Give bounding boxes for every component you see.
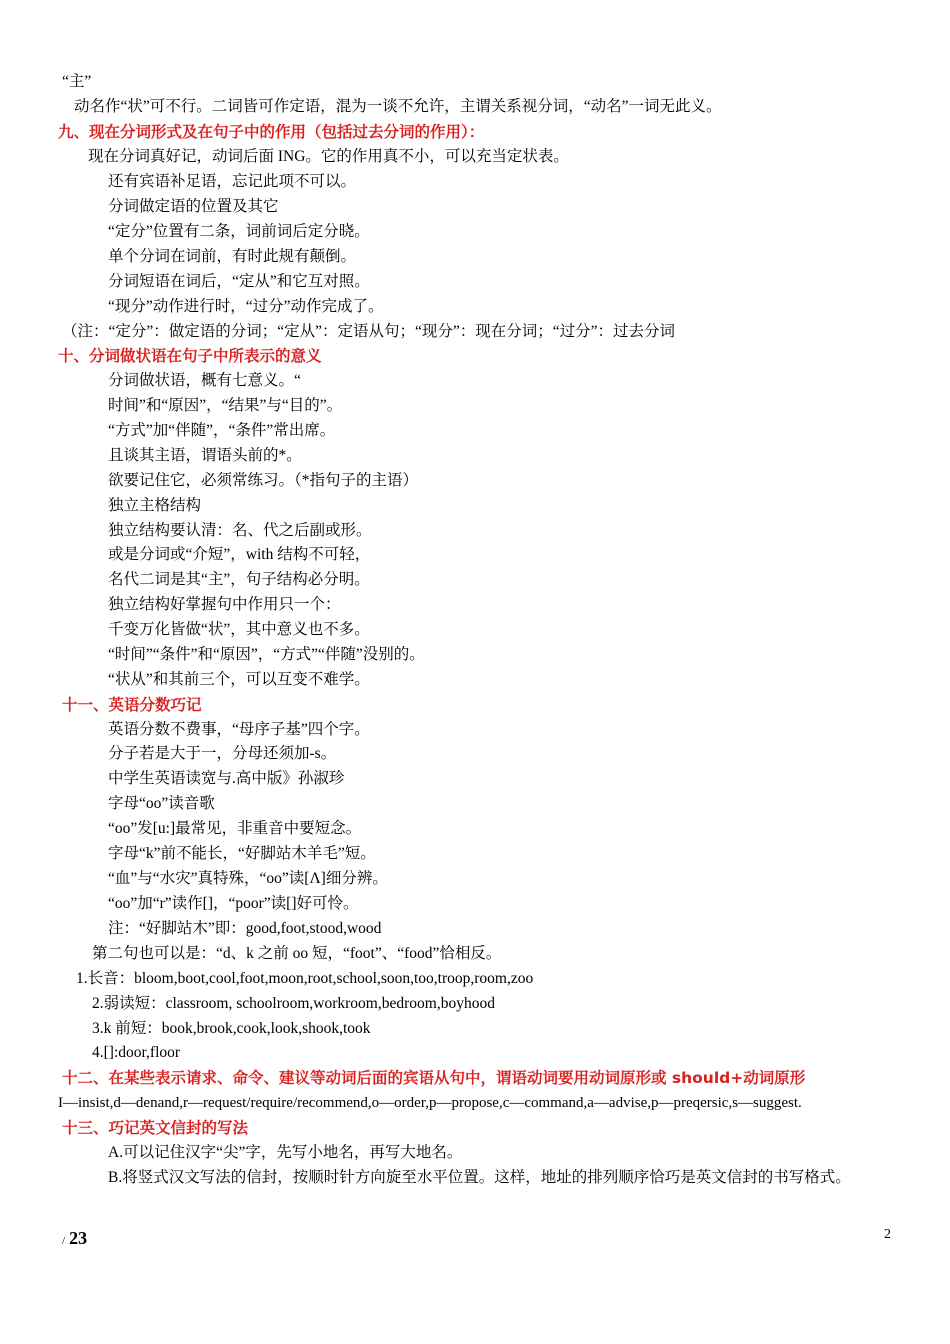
text-line: 时间”和“原因”，“结果”与“目的”。 bbox=[108, 397, 343, 414]
section-heading: 十三、巧记英文信封的写法 bbox=[62, 1119, 249, 1137]
text-line: “血”与“水灾”真特殊，“oo”读[Λ]细分辨。 bbox=[108, 870, 388, 887]
page-number: 2 bbox=[884, 1227, 891, 1242]
text-line: 千变万化皆做“状”，其中意义也不多。 bbox=[108, 621, 370, 638]
total-pages: 23 bbox=[69, 1228, 88, 1248]
text-line: I—insist,d—denand,r—request/require/recommend,o—order,p—propose,c—command,a—advise,p—preqersic,s—suggest. bbox=[58, 1095, 802, 1111]
text-line: “状从”和其前三个，可以互变不难学。 bbox=[108, 671, 370, 688]
text-line: 分词做状语，概有七意义。“ bbox=[108, 372, 301, 389]
text-line: 名代二词是其“主”，句子结构必分明。 bbox=[108, 571, 370, 588]
text-line: 4.[]:door,floor bbox=[92, 1044, 181, 1061]
text-line: “主” bbox=[62, 73, 92, 90]
page-total-footer bbox=[62, 1228, 87, 1249]
text-line: B.将竖式汉文写法的信封，按顺时针方向旋至水平位置。这样，地址的排列顺序恰巧是英文信封的书写格式。 bbox=[108, 1169, 851, 1186]
text-line: 1.长音：bloom,boot,cool,foot,moon,root,school,soon,too,troop,room,zoo bbox=[76, 970, 534, 987]
section-heading: 十一、英语分数巧记 bbox=[62, 696, 202, 714]
text-line: 中学生英语读宽与.高中版》孙淑珍 bbox=[108, 770, 345, 787]
text-line: 字母“oo”读音歌 bbox=[108, 795, 215, 812]
text-line: 独立主格结构 bbox=[108, 497, 202, 514]
text-line: 分词短语在词后，“定从”和它互对照。 bbox=[108, 273, 370, 290]
text-line: “oo”发[u:]最常见，非重音中要短念。 bbox=[108, 820, 362, 837]
text-line: 或是分词或“介短”，with 结构不可轻， bbox=[108, 546, 371, 563]
text-line: 2.弱读短：classroom, schoolroom,workroom,bedroom,boyhood bbox=[92, 995, 495, 1012]
text-line: “定分”位置有二条，词前词后定分晓。 bbox=[108, 223, 370, 240]
text-line: 第二句也可以是：“d、k 之前 oo 短，“foot”、“food”恰相反。 bbox=[92, 945, 502, 962]
section-heading: 十、分词做状语在句子中所表示的意义 bbox=[58, 347, 322, 365]
text-line: 注：“好脚站木”即：good,foot,stood,wood bbox=[108, 920, 382, 937]
text-line: 3.k 前短：book,brook,cook,look,shook,took bbox=[92, 1020, 371, 1037]
text-line: “时间”“条件”和“原因”，“方式”“伴随”没别的。 bbox=[108, 646, 425, 663]
text-line: A.可以记住汉字“尖”字，先写小地名，再写大地名。 bbox=[108, 1144, 463, 1161]
text-line: 分词做定语的位置及其它 bbox=[108, 198, 279, 215]
text-line: 独立结构好掌握句中作用只一个： bbox=[108, 596, 341, 613]
text-line: 还有宾语补足语，忘记此项不可以。 bbox=[108, 173, 357, 190]
text-line: “oo”加“r”读作[]，“poor”读[]好可怜。 bbox=[108, 895, 359, 912]
text-line: 欲要记住它，必须常练习。（*指句子的主语） bbox=[108, 472, 419, 489]
text-line: 字母“k”前不能长，“好脚站木羊毛”短。 bbox=[108, 845, 376, 862]
text-line: “现分”动作进行时，“过分”动作完成了。 bbox=[108, 298, 384, 315]
text-line: “方式”加“伴随”，“条件”常出席。 bbox=[108, 422, 336, 439]
text-line: 动名作“状”可不行。二词皆可作定语，混为一谈不允许，主谓关系视分词，“动名”一词无此义。 bbox=[74, 98, 722, 115]
footer-slash: / bbox=[62, 1235, 66, 1247]
text-line: 现在分词真好记，动词后面 ING。它的作用真不小，可以充当定状表。 bbox=[88, 148, 569, 165]
section-heading: 九、现在分词形式及在句子中的作用（包括过去分词的作用）： bbox=[58, 123, 485, 141]
text-line: 独立结构要认清：名、代之后副或形。 bbox=[108, 522, 372, 539]
text-line: （注：“定分”：做定语的分词；“定从”：定语从句；“现分”：现在分词；“过分”：过去分词 bbox=[62, 323, 676, 340]
text-line: 且谈其主语，谓语头前的*。 bbox=[108, 447, 302, 464]
text-line: 英语分数不费事，“母序子基”四个字。 bbox=[108, 721, 370, 738]
section-heading: 十二、在某些表示请求、命令、建议等动词后面的宾语从句中，谓语动词要用动词原形或 should+动词原形 bbox=[62, 1069, 806, 1087]
text-line: 分子若是大于一，分母还须加-s。 bbox=[108, 745, 337, 762]
text-line: 单个分词在词前，有时此规有颠倒。 bbox=[108, 248, 357, 265]
